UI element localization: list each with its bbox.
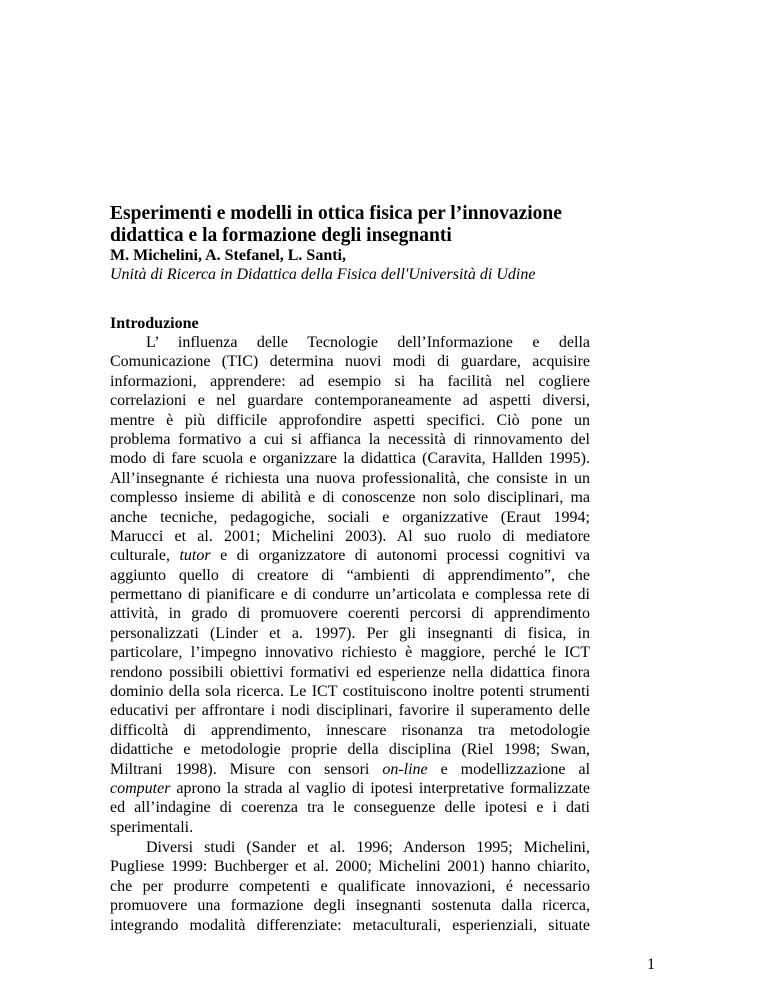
text-line: ed all’indagine di coerenza tra le conseguenze delle ipotesi e i dati xyxy=(110,799,590,817)
italic-term: on-line xyxy=(382,760,428,778)
text-line: difficoltà di apprendimento, innescare risonanza tra metodologie xyxy=(110,721,590,739)
text-line: informazioni, apprendere: ad esempio si ha facilità nel cogliere xyxy=(110,372,590,390)
text-line: permettano di pianificare e di condurre un’articolata e complessa rete di xyxy=(110,586,590,604)
text-line: Miltrani 1998). Misure con sensori on-line e modellizzazione al xyxy=(110,760,591,778)
text-line: problema formativo a cui si affianca la necessità di rinnovamento del xyxy=(110,430,590,448)
affiliation: Unità di Ricerca in Didattica della Fisica dell'Università di Udine xyxy=(110,266,536,283)
text-line: Marucci et al. 2001; Michelini 2003). Al suo ruolo di mediatore xyxy=(110,527,590,545)
text-line: dominio della sola ricerca. Le ICT costituiscono inoltre potenti strumenti xyxy=(110,683,590,701)
text-line: computer aprono la strada al vaglio di ipotesi interpretative formalizzate xyxy=(110,779,591,797)
text-line: correlazioni e nel guardare contemporaneamente ad aspetti diversi, xyxy=(110,392,590,410)
text-line: personalizzati (Linder et a. 1997). Per gli insegnanti di fisica, in xyxy=(110,624,590,642)
text-line: educativi per affrontare i nodi disciplinari, favorire il superamento delle xyxy=(110,702,590,720)
text-line: aggiunto quello di creatore di “ambienti di apprendimento”, che xyxy=(110,566,590,584)
paragraph-introduction xyxy=(110,333,590,837)
text-line: particolare, l’impegno innovativo richiesto è maggiore, perché le ICT xyxy=(110,644,590,662)
paragraph-studies xyxy=(110,838,590,935)
text-line: didattiche e metodologie proprie della disciplina (Riel 1998; Swan, xyxy=(110,741,590,759)
text-line: rendono possibili obiettivi formativi ed esperienze nella didattica finora xyxy=(110,663,590,681)
text-line: Pugliese 1999: Buchberger et al. 2000; Michelini 2001) hanno chiarito, xyxy=(110,858,590,876)
italic-term: tutor xyxy=(179,547,211,565)
text-line: che per produrre competenti e qualificate innovazioni, é necessario xyxy=(110,877,590,895)
text-line: promuovere una formazione degli insegnanti sostenuta dalla ricerca, xyxy=(110,897,590,915)
text-line: All’insegnante é richiesta una nuova professionalità, che consiste in un xyxy=(110,469,590,487)
italic-term: computer xyxy=(110,779,171,797)
text-line: Diversi studi (Sander et al. 1996; Anderson 1995; Michelini, xyxy=(146,839,590,856)
text-line: mentre è più difficile approfondire aspetti specifici. Ciò pone un xyxy=(110,411,590,429)
text-line: integrando modalità differenziate: metaculturali, esperienziali, situate xyxy=(110,916,590,934)
text-line: complesso insieme di abilità e di conoscenze non solo disciplinari, ma xyxy=(110,489,590,507)
text-line: modo di fare scuola e organizzare la didattica (Caravita, Hallden 1995). xyxy=(110,450,590,468)
paper-title: Esperimenti e modelli in ottica fisica per l’innovazione didattica e la formazione degli insegnanti xyxy=(110,203,562,246)
section-heading: Introduzione xyxy=(110,315,199,332)
text-line: anche tecniche, pedagogiche, sociali e organizzative (Eraut 1994; xyxy=(110,508,590,526)
text-line: culturale, tutor e di organizzatore di autonomi processi cognitivi va xyxy=(110,547,591,565)
text-line: L’ influenza delle Tecnologie dell’Informazione e della xyxy=(146,334,590,351)
text-line: attività, in grado di promuovere coerenti percorsi di apprendimento xyxy=(110,605,590,623)
page-number: 1 xyxy=(647,956,655,973)
author-list: M. Michelini, A. Stefanel, L. Santi, xyxy=(110,247,346,264)
text-line: Comunicazione (TIC) determina nuovi modi di guardare, acquisire xyxy=(110,353,590,371)
text-line: sperimentali. xyxy=(110,818,194,836)
